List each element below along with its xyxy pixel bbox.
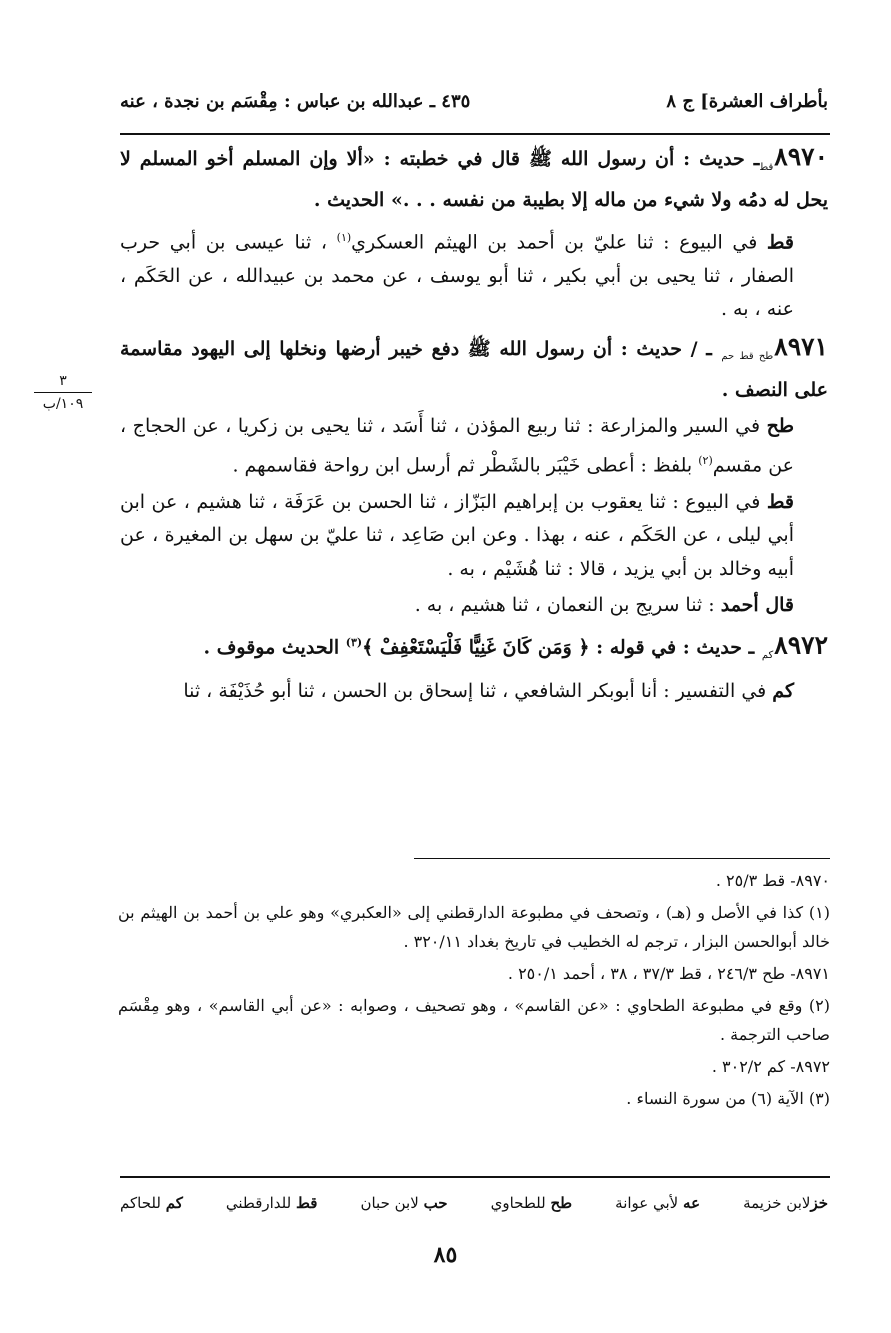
isnad-text: : ثنا سريج بن النعمان ، ثنا هشيم ، به . [414, 594, 721, 617]
entry-number: ٨٩٧٢ [774, 630, 828, 660]
entry-number: ٨٩٧٠ [774, 142, 828, 171]
margin-note-bottom: ١٠٩/ب [42, 396, 84, 412]
margin-note-top: ٣ [59, 373, 67, 389]
main-text [120, 140, 828, 712]
entry-8972-heading [120, 626, 828, 673]
entry-title-cont: الحديث موقوف . [203, 636, 346, 659]
isnad-text-cont: ، ثنا عيسى بن أبي حرب الصفار ، ثنا يحيى بن أبي بكير ، ثنا أبو يوسف ، عن محمد بن عبيدالله ، عن الحَكَم ، عنه ، به . [120, 231, 794, 321]
entry-title: ـ / حديث : أن رسول الله ﷺ دفع خيبر أرضها ونخلها إلى اليهود مقاسمة على النصف . [120, 337, 828, 401]
abbrev-code: حب [423, 1194, 448, 1212]
isnad-text: في البيوع : ثنا عليّ بن أحمد بن الهيثم العسكري [351, 231, 767, 254]
abbrev-code: عه [683, 1194, 701, 1212]
entry-8970-source [120, 221, 828, 327]
entry-sigla: طح قط حم [721, 351, 774, 363]
abbrev-item [120, 1194, 183, 1212]
entry-8971-source-2 [120, 486, 828, 587]
entry-title: ـ حديث : أن رسول الله ﷺ قال في خطبته : «ألا وإن المسلم أخو المسلم لا يحل له دمُه ولا شيء من ماله إلا بطيبة من نفسه . . .» الحديث . [120, 148, 828, 212]
header-rule [120, 133, 830, 135]
entry-8971-source-1 [120, 410, 828, 482]
abbrev-label: للطحاوي [490, 1194, 546, 1212]
entry-8972-source [120, 675, 828, 709]
abbrev-label: لابن حبان [360, 1194, 419, 1212]
isnad-text-cont: بلفظ : أعطى خَيْبَر بالشَطْر ثم أرسل ابن رواحة فقاسمهم . [232, 454, 699, 477]
entry-8970-heading [120, 140, 828, 218]
footnote-item: (٢) وقع في مطبوعة الطحاوي : «عن القاسم» ، وهو تصحيف ، وصوابه : «عن أبي القاسم» ، وهو مِقْسَم صاحب الترجمة . [118, 996, 830, 1044]
abbrev-code: طح [550, 1194, 573, 1212]
footnote-separator [414, 858, 830, 859]
isnad-text: في التفسير : أنا أبوبكر الشافعي ، ثنا إسحاق بن الحسن ، ثنا أبو حُذَيْفَة ، ثنا [183, 680, 773, 703]
isnad-text: في البيوع : ثنا يعقوب بن إبراهيم البَزّاز ، ثنا الحسن بن عَرَفَة ، ثنا هشيم ، عن ابن أبي ليلى ، عن الحَكَم ، عنه ، بهذا . وعن ابن صَاعِد ، ثنا عليّ بن سهل بن المغيرة ، عن أبيه وخالد بن أبي يزيد ، قالا : ثنا هُشَيْم ، به . [120, 490, 794, 580]
footnotes [118, 866, 830, 1116]
footnote-item: ٨٩٧٠- قط ٢٥/٣ . [715, 871, 830, 890]
header-volume: بأطراف العشرة] ج ٨ [666, 90, 828, 112]
footnote-item: (١) كذا في الأصل و (هـ) ، وتصحف في مطبوعة الدارقطني إلى «العكبري» وهو علي بن أحمد بن الهيثم بن خالد أبوالحسن البزار ، ترجم له الخطيب في تاريخ بغداد ٣٢٠/١١ . [118, 903, 831, 951]
isnad-text: في السير والمزارعة : ثنا ربيع المؤذن ، ثنا أَسَد ، ثنا يحيى بن زكريا ، عن الحجاج ، عن مقسم [120, 415, 794, 477]
source-abbrev: طح [766, 415, 794, 438]
abbrev-label: لابن خزيمة [743, 1194, 811, 1212]
abbrev-item [491, 1194, 572, 1212]
abbrev-item [743, 1194, 828, 1212]
footnote-item: ٨٩٧٢- كم ٣٠٢/٢ . [711, 1057, 830, 1076]
entry-sigla: قط [760, 161, 774, 173]
abbrev-code: خز [810, 1194, 828, 1212]
entry-sigla: كم [761, 649, 774, 661]
abbrev-item [360, 1194, 447, 1212]
source-abbrev: قال أحمد [720, 594, 794, 617]
footnote-ref[interactable]: (١) [336, 230, 352, 244]
page-number: ٨٥ [433, 1242, 458, 1268]
footnote-item: (٣) الآية (٦) من سورة النساء . [626, 1089, 830, 1108]
abbrev-label: لأبي عوانة [615, 1194, 679, 1212]
abbrev-item [615, 1194, 700, 1212]
footnote-ref[interactable]: (٢) [698, 453, 713, 467]
footnote-item: ٨٩٧١- طح ٢٤٦/٣ ، قط ٣٧/٣ ، ٣٨ ، أحمد ٢٥٠/١ . [507, 964, 830, 983]
footer-rule [120, 1176, 830, 1178]
abbrev-code: قط [296, 1194, 318, 1212]
source-abbrev: قط [766, 231, 794, 254]
abbrev-code: كم [165, 1194, 183, 1212]
abbreviation-key [120, 1186, 828, 1220]
margin-note-rule [34, 392, 92, 393]
entry-title: ـ حديث : في قوله : ﴿ وَمَن كَانَ غَنِيًّا فَلْيَسْتَعْفِفْ ﴾ [362, 636, 761, 659]
abbrev-label: للحاكم [120, 1194, 161, 1212]
entry-8971-source-3 [120, 589, 828, 623]
entry-8971-heading [120, 330, 828, 408]
running-header [120, 84, 828, 118]
footnote-ref[interactable]: (٣) [345, 635, 363, 649]
header-chapter: ٤٣٥ ـ عبدالله بن عباس : مِقْسَم بن نجدة ، عنه [120, 90, 471, 112]
entry-number: ٨٩٧١ [774, 331, 828, 361]
margin-note [28, 372, 98, 413]
abbrev-item [226, 1194, 318, 1212]
source-abbrev: كم [772, 680, 794, 703]
abbrev-label: للدارقطني [225, 1194, 292, 1212]
source-abbrev: قط [766, 490, 794, 513]
